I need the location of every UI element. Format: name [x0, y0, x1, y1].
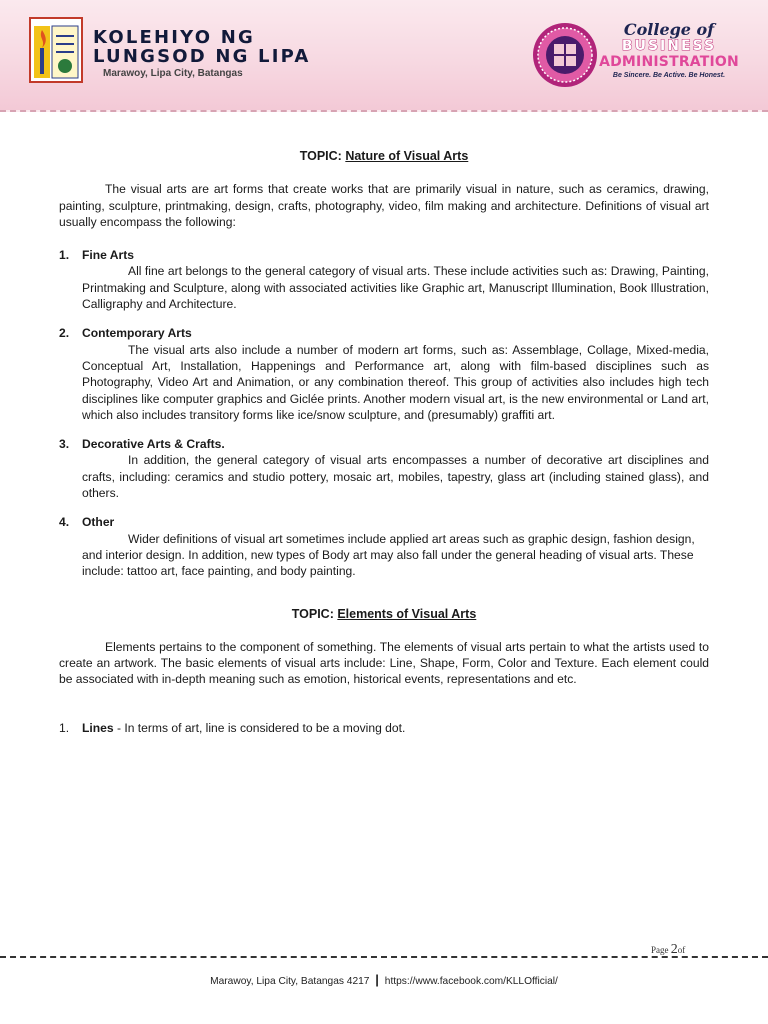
- footer-address: Marawoy, Lipa City, Batangas 4217: [210, 976, 370, 987]
- school-address: Marawoy, Lipa City, Batangas: [103, 68, 243, 79]
- list-item-title: Lines: [82, 720, 114, 735]
- topic-title: Elements of Visual Arts: [337, 606, 477, 621]
- list-item-text: In addition, the general category of visual arts encompasses a number of decorative art disciplines and crafts, including: ceramics and studio pottery, mosaic art, mobiles, tapestry, glass art (including stained glass), and others.: [82, 453, 709, 501]
- college-business-text: BUSINESS: [621, 38, 717, 54]
- footer-separator: |: [375, 972, 379, 987]
- list-item: [59, 514, 709, 579]
- school-name-line1: KOLEHIYO NG: [93, 27, 255, 48]
- list-item-title: Fine Arts: [82, 248, 134, 263]
- footer-link[interactable]: https://www.facebook.com/KLLOfficial/: [384, 976, 558, 987]
- list-item: [59, 325, 709, 423]
- topic-prefix: TOPIC:: [291, 606, 334, 621]
- list-item-text: The visual arts also include a number of modern art forms, such as: Assemblage, Collage, Mixed-media, Conceptual Art, Installation, Happenings and Performance art, along with film-based disciplines such as Photography, Video Art and Animation, or any combination thereof. This group of activities also includes high tech disciplines like computer graphics and Giclée prints. Another modern visual art, is the new environmental or Land art, which also includes transitory forms like ice/snow sculpture, and (presumably) graffiti art.: [82, 342, 709, 422]
- list-item-text: - In terms of art, line is considered to be a moving dot.: [113, 720, 406, 735]
- list-number: 3.: [59, 437, 70, 452]
- page-footer: [0, 972, 768, 987]
- list-number: 4.: [59, 515, 70, 530]
- list-item: [59, 247, 709, 312]
- college-block: [594, 20, 744, 79]
- list-item-text: All fine art belongs to the general category of visual arts. These include activities such as: Drawing, Painting, Printmaking and Sculpture, along with associated activities like Graphic art, Manuscript Illumination, Book Illustration, Calligraphy and Architecture.: [82, 264, 709, 312]
- topic-heading-1: [59, 148, 709, 164]
- list-number: 1.: [59, 248, 70, 263]
- list-item-title: Decorative Arts & Crafts.: [82, 437, 225, 452]
- topic-heading-2: [59, 606, 709, 622]
- list-item-title: Other: [82, 515, 115, 530]
- topic-prefix: TOPIC:: [299, 149, 342, 163]
- footer-divider: [0, 956, 768, 958]
- topic-title: Nature of Visual Arts: [345, 149, 469, 163]
- list-number: 1.: [59, 720, 70, 735]
- topic1-intro: The visual arts are art forms that create works that are primarily visual in nature, such as ceramics, drawing, painting, sculpture, printmaking, design, crafts, photography, video, film making and architecture. Definitions of visual art usually encompass the following:: [59, 182, 709, 229]
- list-item-title: Contemporary Arts: [82, 326, 192, 341]
- list-item: [59, 720, 709, 736]
- page-suffix: of: [677, 945, 686, 955]
- page-current: 2: [670, 942, 678, 957]
- list-number: 2.: [59, 326, 70, 341]
- school-logo-icon: [28, 16, 84, 84]
- list-item-text: Wider definitions of visual art sometimes include applied art areas such as graphic design, fashion design, and interior design. In addition, new types of Body art may also fall under the general heading of visual arts. These include: tattoo art, face painting, and body painting.: [82, 531, 695, 579]
- school-name-block: [93, 28, 311, 79]
- topic2-intro: Elements pertains to the component of something. The elements of visual arts pertain to what the artists used to create an artwork. The basic elements of visual arts include: Line, Shape, Form, Color and Texture. Each element could be associated with in-depth meaning such as emotion, historical events, representations and etc.: [59, 639, 709, 687]
- page-header: [0, 0, 768, 112]
- page-prefix: Page: [651, 945, 669, 955]
- college-of-text: College of: [623, 20, 715, 39]
- college-seal-icon: [532, 22, 598, 88]
- college-motto: Be Sincere. Be Active. Be Honest.: [612, 72, 726, 79]
- list-item: [59, 436, 709, 501]
- college-admin-text: ADMINISTRATION: [599, 54, 739, 70]
- document-body: [59, 148, 709, 736]
- school-name-line2: LUNGSOD NG LIPA: [93, 46, 311, 67]
